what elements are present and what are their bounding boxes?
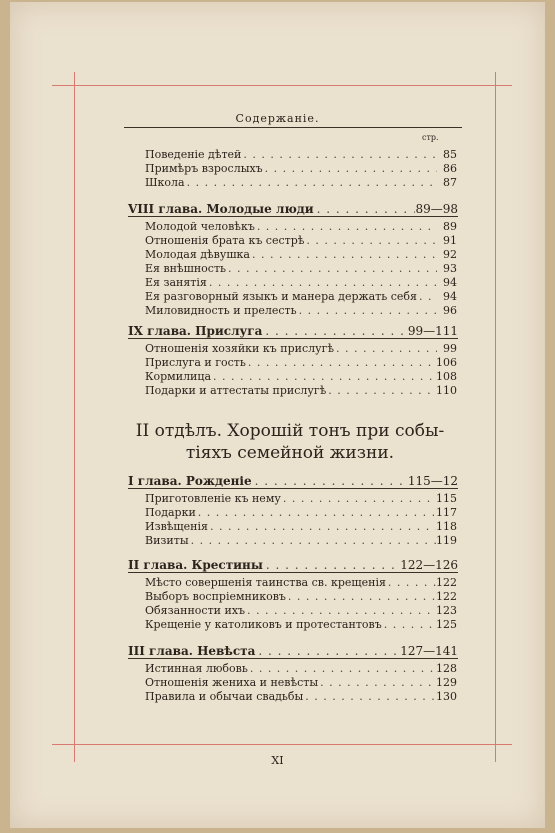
chapter-heading	[128, 324, 458, 338]
toc-entry	[145, 304, 457, 318]
leader-dots	[255, 644, 400, 658]
chapter-pages: 115—12	[407, 474, 458, 488]
toc-entry-page: 118	[436, 520, 457, 533]
toc-entry	[145, 276, 457, 290]
leader-dots	[386, 576, 436, 590]
leader-dots	[250, 248, 437, 262]
toc-entry-page: 123	[436, 604, 457, 617]
toc-entry-text: Выборъ воспріемниковъ	[145, 590, 286, 603]
toc-entry	[145, 676, 457, 690]
toc-entry-text: Школа	[145, 176, 185, 189]
leader-dots	[252, 474, 408, 488]
chapter-title: IX глава. Прислуга	[128, 324, 263, 338]
red-rule-top	[52, 85, 512, 86]
toc-entry	[145, 342, 457, 356]
red-rule-left	[74, 72, 75, 762]
toc-entry	[145, 520, 457, 534]
red-rule-right	[495, 72, 496, 762]
leader-dots	[208, 520, 436, 534]
toc-entry	[145, 604, 457, 618]
leader-dots	[226, 262, 437, 276]
toc-entry	[145, 492, 457, 506]
toc-entry-page: 96	[443, 304, 457, 317]
toc-entry-text: Отношенія брата къ сестрѣ	[145, 234, 305, 247]
toc-entry-page: 110	[436, 384, 457, 397]
toc-entry-page: 106	[436, 356, 457, 369]
chapter-pages: 99—111	[407, 324, 458, 338]
toc-entry-text: Подарки и аттестаты прислугѣ	[145, 384, 327, 397]
toc-entry	[145, 148, 457, 162]
leader-dots	[334, 342, 437, 356]
leader-dots	[326, 384, 436, 398]
toc-entry-page: 125	[436, 618, 457, 631]
toc-entry-text: Поведеніе дѣтей	[145, 148, 242, 161]
toc-entry	[145, 690, 457, 704]
chapter-pages: 89—98	[415, 202, 458, 216]
toc-entry-page: 108	[436, 370, 457, 383]
chapter-title: I глава. Рожденіе	[128, 474, 252, 488]
toc-entry-text: Ея разговорный языкъ и манера держать себя	[145, 290, 417, 303]
toc-entry-text: Ея внѣшность	[145, 262, 227, 275]
leader-dots	[263, 162, 437, 176]
toc-entry-text: Крещеніе у католиковъ и протестантовъ	[145, 618, 382, 631]
toc-entry-page: 92	[443, 248, 457, 261]
toc-entry-page: 129	[436, 676, 457, 689]
toc-entry	[145, 356, 457, 370]
chapter-pages: 127—141	[400, 644, 458, 658]
section-heading-line: тіяхъ семейной жизни.	[185, 443, 395, 463]
toc-entry-text: Отношенія хозяйки къ прислугѣ	[145, 342, 334, 355]
toc-entry	[145, 162, 457, 176]
toc-entry-text: Правила и обычаи свадьбы	[145, 690, 304, 703]
leader-dots	[303, 690, 436, 704]
toc-entry-text: Извѣщенія	[145, 520, 208, 533]
chapter-pages: 122—126	[400, 558, 458, 572]
leader-dots	[248, 662, 436, 676]
toc-entry-text: Прислуга и гость	[145, 356, 246, 369]
chapter-heading	[128, 202, 458, 216]
toc-entry-page: 89	[443, 220, 457, 233]
leader-dots	[262, 324, 407, 338]
toc-entry-page: 99	[443, 342, 457, 355]
toc-entry-text: Ея занятія	[145, 276, 207, 289]
leader-dots	[189, 534, 436, 548]
toc-entry-page: 128	[436, 662, 457, 675]
leader-dots	[246, 356, 436, 370]
leader-dots	[245, 604, 436, 618]
toc-entry-text: Молодой человѣкъ	[145, 220, 255, 233]
toc-entry	[145, 220, 457, 234]
chapter-rule	[128, 216, 458, 217]
toc-entry-text: Кормилица	[145, 370, 212, 383]
toc-entry-page: 130	[436, 690, 457, 703]
section-heading	[120, 420, 460, 464]
toc-entry	[145, 662, 457, 676]
toc-entry	[145, 176, 457, 190]
leader-dots	[185, 176, 437, 190]
page-number: XI	[271, 754, 284, 767]
leader-dots	[297, 304, 437, 318]
toc-entry-page: 119	[436, 534, 457, 547]
book-page	[10, 2, 545, 828]
leader-dots	[281, 492, 436, 506]
toc-entry-text: Приготовленіе къ нему	[145, 492, 281, 505]
chapter-rule	[128, 658, 458, 659]
toc-entry-page: 94	[443, 276, 457, 289]
toc-entry-text: Отношенія жениха и невѣсты	[145, 676, 319, 689]
toc-entry	[145, 618, 457, 632]
toc-entry	[145, 506, 457, 520]
toc-entry-text: Миловидность и прелесть	[145, 304, 297, 317]
leader-dots	[304, 234, 437, 248]
toc-entry-text: Мѣсто совершенія таинства св. крещенія	[145, 576, 386, 589]
toc-entry-page: 122	[436, 576, 457, 589]
chapter-title: III глава. Невѣста	[128, 644, 256, 658]
leader-dots	[241, 148, 437, 162]
toc-entry	[145, 576, 457, 590]
toc-entry	[145, 534, 457, 548]
leader-dots	[207, 276, 437, 290]
chapter-rule	[128, 572, 458, 573]
toc-entry-page: 87	[443, 176, 457, 189]
toc-entry-text: Истинная любовь	[145, 662, 248, 675]
toc-entry-page: 86	[443, 162, 457, 175]
leader-dots	[314, 202, 416, 216]
toc-entry-page: 85	[443, 148, 457, 161]
chapter-heading	[128, 558, 458, 572]
toc-entry-page: 122	[436, 590, 457, 603]
toc-entry	[145, 290, 457, 304]
leader-dots	[263, 558, 400, 572]
toc-entry-text: Молодая дѣвушка	[145, 248, 250, 261]
toc-entry	[145, 370, 457, 384]
toc-entry-page: 117	[436, 506, 457, 519]
toc-entry-text: Подарки	[145, 506, 196, 519]
chapter-title: II глава. Крестины	[128, 558, 263, 572]
leader-dots	[211, 370, 436, 384]
toc-entry	[145, 262, 457, 276]
chapter-title: VIII глава. Молодые люди	[128, 202, 314, 216]
leader-dots	[382, 618, 436, 632]
title-rule	[124, 127, 462, 128]
running-title: Содержаніе.	[235, 112, 320, 125]
toc-entry-page: 94	[443, 290, 457, 303]
toc-entry	[145, 248, 457, 262]
chapter-heading	[128, 474, 458, 488]
leader-dots	[318, 676, 436, 690]
toc-entry	[145, 384, 457, 398]
leader-dots	[255, 220, 437, 234]
toc-entry	[145, 234, 457, 248]
leader-dots	[196, 506, 436, 520]
red-rule-bottom	[52, 744, 512, 745]
chapter-rule	[128, 338, 458, 339]
toc-entry-text: Примѣръ взрослыхъ	[145, 162, 263, 175]
toc-entry-page: 93	[443, 262, 457, 275]
toc-entry-text: Обязанности ихъ	[145, 604, 246, 617]
toc-entry-page: 115	[436, 492, 457, 505]
leader-dots	[286, 590, 436, 604]
leader-dots	[417, 290, 437, 304]
chapter-heading	[128, 644, 458, 658]
toc-entry-text: Визиты	[145, 534, 189, 547]
toc-entry	[145, 590, 457, 604]
chapter-rule	[128, 488, 458, 489]
section-heading-line: II отдѣлъ. Хорошій тонъ при собы-	[135, 421, 445, 441]
toc-entry-page: 91	[443, 234, 457, 247]
page-column-header: стр.	[422, 133, 439, 142]
